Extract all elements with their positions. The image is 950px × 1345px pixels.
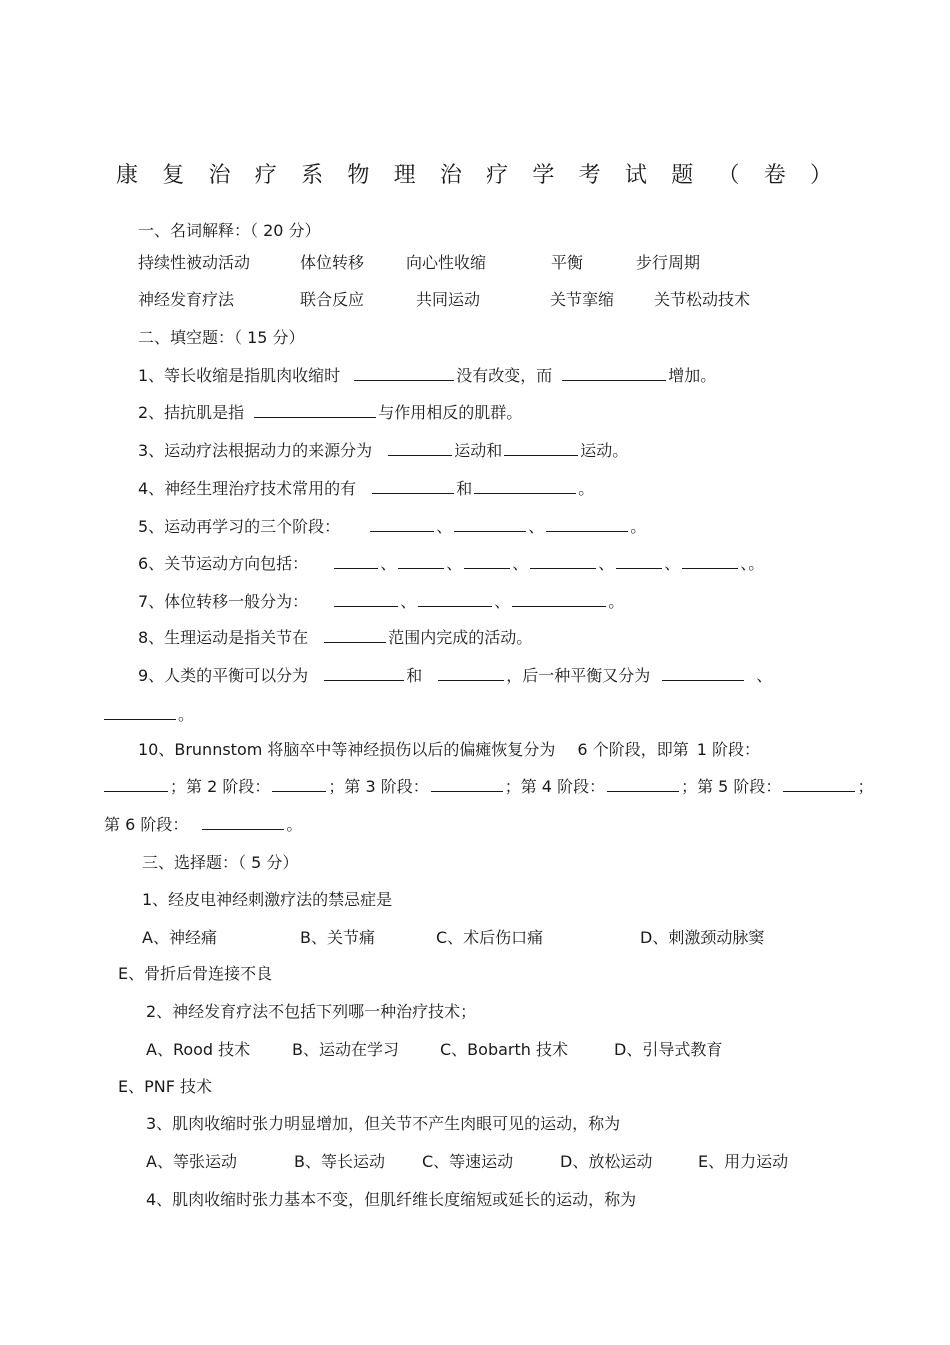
fill-question-6: 6、关节运动方向包括： 、 、 、 、 、 、。 (138, 554, 765, 573)
title-char: 复 (162, 163, 185, 188)
blank[interactable] (512, 591, 606, 607)
option[interactable]: B、关节痛 (300, 928, 375, 947)
title-char: 试 (624, 163, 647, 188)
term: 平衡 (551, 253, 584, 272)
blank[interactable] (438, 665, 504, 681)
title-char: 题 (671, 163, 694, 188)
option[interactable]: C、等速运动 (422, 1152, 514, 1171)
term: 关节挛缩 (550, 290, 615, 309)
fill-question-9: 9、人类的平衡可以分为 和 ，后一种平衡又分为 、 (138, 666, 773, 685)
blank[interactable] (682, 553, 738, 569)
term: 联合反应 (300, 290, 365, 309)
title-char: 治 (439, 163, 462, 188)
blank[interactable] (104, 776, 168, 792)
fill-question-10: 10、Brunnstom 将脑卒中等神经损伤以后的偏瘫恢复分为 6 个阶段，即第 1 阶段： (138, 740, 760, 759)
title-char: （ (717, 163, 740, 188)
blank[interactable] (272, 776, 326, 792)
fill-question-10-stages: ；第 2 阶段： ；第 3 阶段： ；第 4 阶段： ；第 5 阶段： ； (104, 776, 873, 798)
fill-question-1: 1、等长收缩是指肌肉收缩时 没有改变，而 增加。 (138, 366, 717, 385)
blank[interactable] (388, 440, 452, 456)
blank[interactable] (431, 776, 503, 792)
option[interactable]: E、用力运动 (698, 1152, 789, 1171)
blank[interactable] (372, 478, 454, 494)
title-char: 学 (532, 163, 555, 188)
blank[interactable] (546, 516, 628, 532)
title-char: 物 (347, 163, 370, 188)
title-char: 系 (301, 163, 324, 188)
title-char: ） (809, 163, 832, 188)
section3-heading: 三、选择题：（ 5 分） (142, 853, 299, 872)
fill-question-4: 4、神经生理治疗技术常用的有 和 。 (138, 479, 595, 498)
blank[interactable] (530, 553, 596, 569)
fill-question-10-stage6: 第 6 阶段： 。 (104, 815, 303, 834)
option[interactable]: A、等张运动 (146, 1152, 237, 1171)
blank[interactable] (104, 704, 176, 720)
term: 持续性被动活动 (138, 253, 251, 272)
blank[interactable] (474, 478, 576, 494)
blank[interactable] (334, 591, 398, 607)
title-char: 康 (116, 163, 139, 188)
blank[interactable] (202, 814, 284, 830)
option[interactable]: D、刺激颈动脉窦 (640, 928, 765, 947)
section2-heading: 二、填空题：（ 15 分） (138, 328, 305, 347)
title-char: 疗 (486, 163, 509, 188)
section1-heading: 一、名词解释：（ 20 分） (138, 221, 321, 240)
option[interactable]: B、运动在学习 (292, 1040, 399, 1059)
option[interactable]: C、术后伤口痛 (436, 928, 544, 947)
term: 神经发育疗法 (138, 290, 235, 309)
term: 体位转移 (300, 253, 365, 272)
term: 关节松动技术 (654, 290, 751, 309)
title-char: 疗 (254, 163, 277, 188)
fill-question-5: 5、运动再学习的三个阶段： 、 、 。 (138, 517, 647, 536)
fill-question-2: 2、拮抗肌是指 与作用相反的肌群。 (138, 403, 523, 422)
fill-question-7: 7、体位转移一般分为： 、 、 。 (138, 592, 625, 611)
blank[interactable] (783, 776, 855, 792)
option[interactable]: A、Rood 技术 (146, 1040, 251, 1059)
blank[interactable] (254, 402, 376, 418)
title-char: 治 (208, 163, 231, 188)
title-char: 卷 (763, 163, 786, 188)
blank[interactable] (562, 365, 666, 381)
option[interactable]: D、放松运动 (560, 1152, 653, 1171)
term: 向心性收缩 (406, 253, 487, 272)
blank[interactable] (354, 365, 454, 381)
option[interactable]: A、神经痛 (142, 928, 217, 947)
option[interactable]: D、引导式教育 (614, 1040, 723, 1059)
blank[interactable] (324, 627, 386, 643)
blank[interactable] (418, 591, 492, 607)
blank[interactable] (504, 440, 578, 456)
fill-question-9-cont: 。 (104, 704, 194, 726)
term: 共同运动 (416, 290, 481, 309)
choice-question-2: 2、神经发育疗法不包括下列哪一种治疗技术； (146, 1002, 477, 1021)
term: 步行周期 (636, 253, 701, 272)
blank[interactable] (454, 516, 526, 532)
blank[interactable] (464, 553, 510, 569)
title-char: 理 (393, 163, 416, 188)
title-char: 考 (578, 163, 601, 188)
choice-question-3: 3、肌肉收缩时张力明显增加，但关节不产生肉眼可见的运动，称为 (146, 1114, 621, 1133)
fill-question-8: 8、生理运动是指关节在 范围内完成的活动。 (138, 628, 533, 647)
choice-question-4: 4、肌肉收缩时张力基本不变，但肌纤维长度缩短或延长的运动，称为 (146, 1190, 637, 1209)
choice-question-1: 1、经皮电神经刺激疗法的禁忌症是 (142, 890, 393, 909)
option[interactable]: E、骨折后骨连接不良 (118, 964, 273, 983)
blank[interactable] (607, 776, 679, 792)
blank[interactable] (662, 665, 744, 681)
fill-question-3: 3、运动疗法根据动力的来源分为 运动和 运动。 (138, 441, 629, 460)
blank[interactable] (398, 553, 444, 569)
blank[interactable] (334, 553, 378, 569)
option[interactable]: E、PNF 技术 (118, 1077, 213, 1096)
option[interactable]: C、Bobarth 技术 (440, 1040, 568, 1059)
page-title (116, 158, 832, 189)
blank[interactable] (370, 516, 434, 532)
blank[interactable] (324, 665, 404, 681)
blank[interactable] (616, 553, 662, 569)
option[interactable]: B、等长运动 (294, 1152, 385, 1171)
